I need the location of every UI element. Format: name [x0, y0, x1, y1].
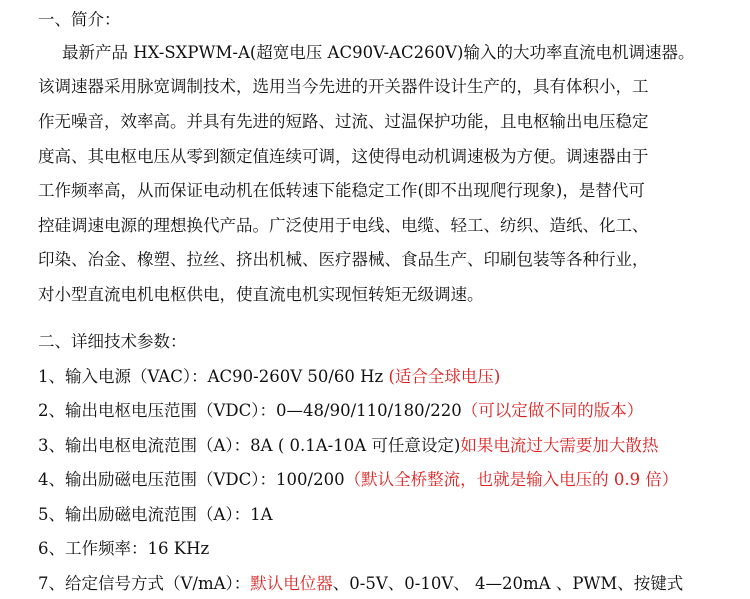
spec-note: 默认电位器 [250, 574, 333, 593]
spec-item-field-current [38, 503, 750, 527]
spec-tail: 、0-5V、0-10V、 4—20mA 、PWM、按键式 [332, 574, 684, 593]
intro-paragraph-line: 度高、其电枢电压从零到额定值连续可调，这使得电动机调速极为方便。调速器由于 [38, 147, 649, 166]
spec-item-field-voltage [38, 468, 750, 492]
intro-paragraph-line: 最新产品 HX-SXPWM-A(超宽电压 AC90V-AC260V)输入的大功率直流电机调速器。 [62, 43, 695, 62]
spec-text: 3、输出电枢电流范围（A）：8A ( 0.1A-10A 可任意设定) [38, 436, 461, 455]
section-heading-intro: 一、简介： [38, 10, 121, 29]
intro-paragraph-line: 对小型直流电机电枢供电，使直流电机实现恒转矩无级调速。 [38, 285, 484, 304]
spec-text: 7、给定信号方式（V/mA）： [38, 574, 251, 593]
section-heading-specs: 二、详细技术参数： [38, 332, 187, 351]
spec-note: （可以定做不同的版本） [461, 401, 644, 420]
spec-text: 5、输出励磁电流范围（A）：1A [38, 505, 273, 524]
spec-text: 2、输出电枢电压范围（VDC）：0—48/90/110/180/220 [38, 401, 462, 420]
intro-paragraph-line: 工作频率高，从而保证电动机在低转速下能稳定工作(即不出现爬行现象)，是替代可 [38, 181, 645, 200]
intro-paragraph-line: 该调速器采用脉宽调制技术，选用当今先进的开关器件设计生产的，具有体积小，工 [38, 77, 649, 96]
spec-note: 如果电流过大需要加大散热 [460, 436, 659, 455]
spec-item-frequency [38, 537, 750, 561]
spec-text: 1、输入电源（VAC）：AC90-260V 50/60 Hz [38, 367, 389, 386]
intro-paragraph-line: 控硅调速电源的理想换代产品。广泛使用于电线、电缆、轻工、纺织、造纸、化工、 [38, 216, 649, 235]
spec-item-armature-current [38, 434, 750, 458]
spec-note: (适合全球电压) [388, 367, 501, 386]
intro-paragraph-line: 作无噪音，效率高。并具有先进的短路、过流、过温保护功能，且电枢输出电压稳定 [38, 112, 649, 131]
spec-item-input-power [38, 365, 750, 389]
intro-paragraph-line: 印染、冶金、橡塑、拉丝、挤出机械、医疗器械、食品生产、印刷包装等各种行业， [38, 250, 649, 269]
spec-item-signal-mode [38, 572, 750, 596]
spec-text: 6、工作频率：16 KHz [38, 539, 210, 558]
spec-note: （默认全桥整流，也就是输入电压的 0.9 倍） [344, 470, 679, 489]
spec-item-armature-voltage [38, 399, 750, 423]
spec-text: 4、输出励磁电压范围（VDC）：100/200 [38, 470, 345, 489]
